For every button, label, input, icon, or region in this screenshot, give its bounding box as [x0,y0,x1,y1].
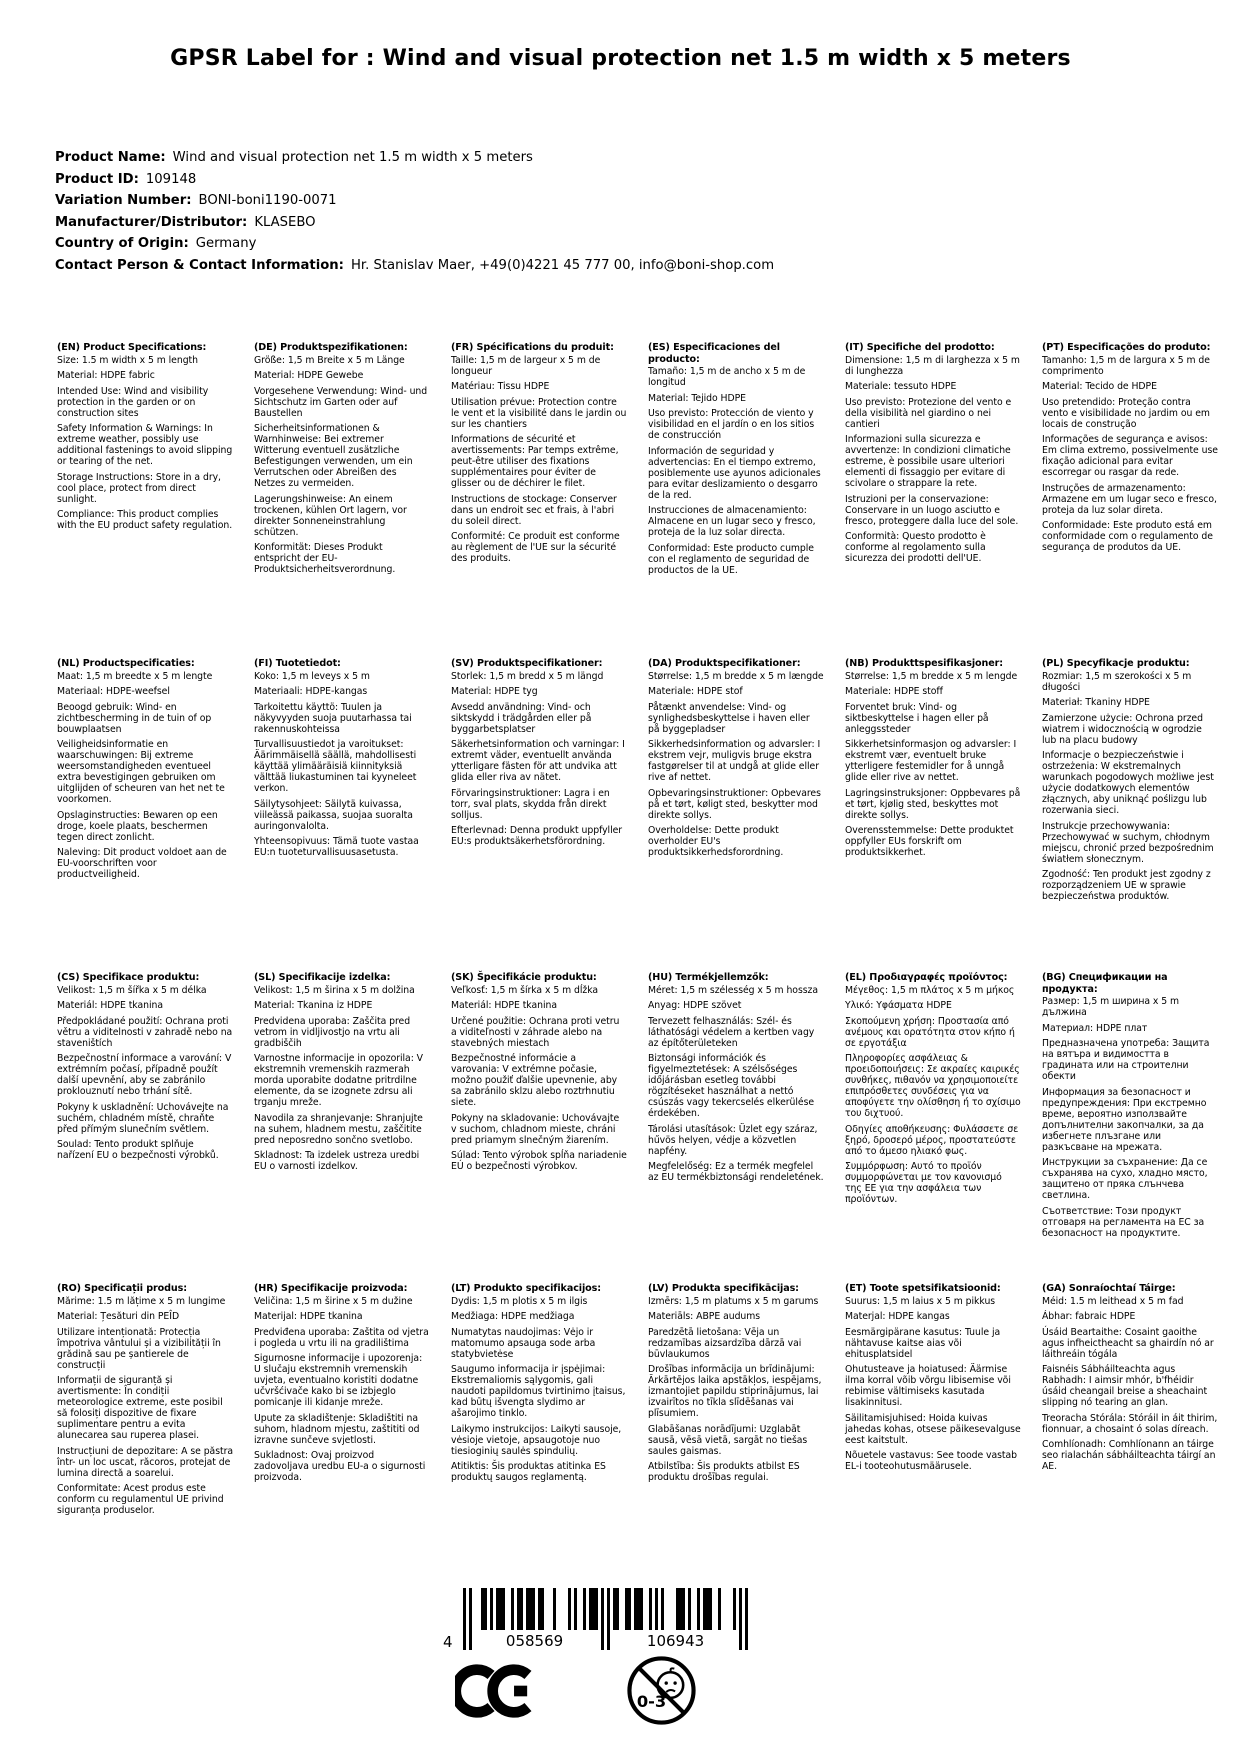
spec-block-heading: (EL) Προδιαγραφές προϊόντος: [845,972,1008,983]
spec-paragraph: Utilisation prévue: Protection contre le vent et la visibilité dans le jardin ou sur les chantiers [451,396,627,430]
age-warning-0-3-icon [626,1655,697,1726]
spec-paragraph: Konformität: Dieses Produkt entspricht der EU-Produktsicherheitsverordnung. [254,542,396,575]
spec-block-heading: (FI) Tuotetiedot: [254,658,341,669]
spec-paragraph: Matériau: Tissu HDPE [451,381,550,392]
product-info-label: Contact Person & Contact Information: [55,257,344,273]
spec-paragraph: Materiale: HDPE stoff [845,686,943,697]
spec-paragraph: Предназначена употреба: Защита на вятъра и видимостта в градината или на строителни обекти [1042,1038,1210,1082]
spec-paragraph: Taille: 1,5 m de largeur x 5 m de longueur [451,354,601,377]
spec-paragraph: Sicherheitsinformationen & Warnhinweise: Bei extremer Witterung eventuell zusätzliche Befestigungen verwenden, um ein Verrutschen oder Abreißen des Netzes zu vermeiden. [254,423,413,489]
spec-block-de [254,342,430,658]
product-info-row [55,212,774,234]
spec-paragraph: Materiāls: ABPE audums [648,1311,761,1322]
spec-paragraph: Informazioni sulla sicurezza e avvertenze: In condizioni climatiche estreme, è possibile usare ulteriori elementi di fissaggio per evitare di scivolare o strappare la rete. [845,434,1011,489]
spec-block-da [648,658,824,972]
spec-paragraph: Tervezett felhasználás: Szél- és láthatósági védelem a kertben vagy az építőterületeken [648,1015,815,1049]
spec-paragraph: Conformidad: Este producto cumple con el reglamento de seguridad de productos de la UE. [648,542,814,576]
spec-paragraph: Uso previsto: Protección de viento y visibilidad en el jardín o en los sitios de construcción [648,408,815,441]
spec-paragraph: Velikost: 1,5 m šířka x 5 m délka [57,984,207,996]
spec-paragraph: Materiaal: HDPE-weefsel [57,686,170,697]
spec-block-heading: (CS) Specifikace produktu: [57,972,200,983]
spec-paragraph: Tárolási utasítások: Üzlet egy száraz, hűvös helyen, védje a közvetlen napfény. [648,1123,818,1157]
spec-paragraph: Συμμόρφωση: Αυτό το προϊόν συμμορφώνεται με τον κανονισμό της ΕΕ για την ασφάλεια των προϊόντων. [845,1161,1002,1205]
spec-paragraph: Předpokládané použití: Ochrana proti větru a viditelnosti v zahradě nebo na staveništích [57,1015,233,1049]
product-info-row [55,233,774,255]
spec-paragraph: Treoracha Stórála: Stóráil in áit thirim, fionnuar, a chosaint ó solas díreach. [1042,1412,1218,1435]
product-info-value: KLASEBO [254,214,316,230]
spec-block-lt [451,1283,627,1521]
spec-paragraph: Varnostne informacije in opozorila: V ekstremnih vremenskih razmerah morda uporabite dodatne pritrdilne elemente, da se izognete zdrsu ali trganju mreže. [254,1053,423,1108]
product-info-label: Country of Origin: [55,236,189,251]
spec-paragraph: Medžiaga: HDPE medžiaga [451,1311,575,1322]
spec-paragraph: Ohutusteave ja hoiatused: Äärmise ilma korral võib võrgu libisemise või rebimise vältimiseks kasutada lisakinnitusi. [845,1364,1011,1408]
spec-paragraph: Size: 1.5 m width x 5 m length [57,354,198,366]
spec-paragraph: Instruções de armazenamento: Armazene em um lugar seco e fresco, proteja da luz solar direta. [1042,482,1217,516]
spec-block-sv [451,658,627,972]
spec-paragraph: Istruzioni per la conservazione: Conservare in un luogo asciutto e fresco, proteggere dalla luce del sole. [845,493,1019,527]
spec-paragraph: Glabāšanas norādījumi: Uzglabāt sausā, vēsā vietā, sargāt no tiešas saules gaismas. [648,1423,808,1457]
spec-paragraph: Eesmärgipärane kasutus: Tuule ja nähtavuse kaitse aias või ehitusplatsidel [845,1326,1001,1360]
product-info-value: Germany [195,236,257,251]
spec-block-pt [1042,342,1218,658]
spec-paragraph: Predviđena uporaba: Zaštita od vjetra i pogleda u vrtu ili na gradilištima [254,1326,429,1349]
spec-paragraph: Skladnost: Ta izdelek ustreza uredbi EU o varnosti izdelkov. [254,1150,420,1172]
spec-paragraph: Turvallisuustiedot ja varoitukset: Äärimmäisellä säällä, mahdollisesti käyttää ylimääräisiä kiinnityksiä välttää liukastuminen tai kyyneleet verkon. [254,739,417,794]
spec-paragraph: Instrukcje przechowywania: Przechowywać w suchym, chłodnym miejscu, chronić przed bezpośrednim światłem słonecznym. [1042,820,1214,865]
spec-paragraph: Materiál: HDPE tkanina [451,1000,557,1011]
spec-paragraph: Bezpečnostné informácie a varovania: V extrémne počasie, možno použiť ďalšie upevnenie, aby sa zabránilo sklzu alebo roztrhnutiu siete. [451,1053,618,1108]
spec-paragraph: Größe: 1,5 m Breite x 5 m Länge [254,354,405,366]
spec-paragraph: Pokyny na skladovanie: Uchovávajte v suchom, chladnom mieste, chráni pred priamym slnečným žiarením. [451,1112,620,1146]
spec-block-heading: (ES) Especificaciones del producto: [648,342,780,365]
spec-paragraph: Påtænkt anvendelse: Vind- og synlighedsbeskyttelse i haven eller på byggepladser [648,701,810,735]
spec-paragraph: Instrucțiuni de depozitare: A se păstra într- un loc uscat, răcoros, protejat de lumina directă a soarelui. [57,1445,234,1479]
spec-paragraph: Storlek: 1,5 m bredd x 5 m längd [451,670,604,682]
spec-paragraph: Información de seguridad y advertencias: En el tiempo extremo, posiblemente use ayunos adicionales para evitar deslizamiento o desgarro de la red. [648,445,821,501]
spec-paragraph: Paredzētā lietošana: Vēja un redzamības aizsardzība dārzā vai būvlaukumos [648,1326,802,1360]
spec-paragraph: Материал: HDPE плат [1042,1022,1148,1034]
spec-paragraph: Efterlevnad: Denna produkt uppfyller EU:s produktsäkerhetsförordning. [451,825,623,847]
spec-paragraph: Suurus: 1,5 m laius x 5 m pikkus [845,1295,996,1307]
spec-paragraph: Uso previsto: Protezione del vento e della visibilità nel giardino o nei cantieri [845,396,1012,430]
spec-block-pl [1042,658,1218,972]
spec-block-heading: (PT) Especificações do produto: [1042,342,1211,353]
spec-paragraph: Förvaringsinstruktioner: Lagra i en torr, sval plats, skydda från direkt solljus. [451,787,610,821]
spec-paragraph: Säilytysohjeet: Säilytä kuivassa, viileässä paikassa, suojaa suoralta auringonvalolta. [254,798,413,832]
spec-block-heading: (PL) Specyfikacje produktu: [1042,658,1190,669]
spec-paragraph: Navodila za shranjevanje: Shranjujte na suhem, hladnem mestu, zaščitite pred neposredno sončno svetlobo. [254,1112,423,1146]
product-info-row [55,255,774,277]
product-info-row [55,190,774,212]
spec-block-nb [845,658,1021,972]
spec-paragraph: Mărime: 1.5 m lățime x 5 m lungime [57,1295,226,1307]
spec-paragraph: Tamanho: 1,5 m de largura x 5 m de comprimento [1042,354,1210,377]
spec-paragraph: Informacje o bezpieczeństwie i ostrzeżenia: W ekstremalnych warunkach pogodowych możliwe jest użycie dodatkowych elementów złącznych, aby uniknąć poślizgu lub rozerwania sieci. [1042,750,1214,816]
spec-block-fr [451,342,627,658]
product-info-value: Hr. Stanislav Maer, +49(0)4221 45 777 00, info@boni-shop.com [350,257,775,273]
spec-paragraph: Biztonsági információk és figyelmeztetések: A szélsőséges időjárásban esetleg további rögzítéseket használhat a nettó csúszás vagy tekercselés elkerülése érdekében. [648,1053,815,1119]
spec-paragraph: Opslaginstructies: Bewaren op een droge, koele plaats, beschermen tegen direct zonlicht. [57,809,218,843]
spec-paragraph: Beoogd gebruik: Wind- en zichtbescherming in de tuin of op bouwplaatsen [57,701,212,735]
spec-block-heading: (SK) Špecifikácie produktu: [451,972,597,983]
spec-paragraph: Izmērs: 1,5 m platums x 5 m garums [648,1295,819,1307]
spec-block-heading: (RO) Specificații produs: [57,1283,187,1294]
spec-paragraph: Πληροφορίες ασφάλειας & προειδοποιήσεις: Σε ακραίες καιρικές συνθήκες, πιθανόν να χρησιμοποιείτε επιπρόσθετες συνδέσεις για να αποφύγετε την ολίσθηση ή το σχίσιμο του διχτυού. [845,1053,1021,1119]
spec-block-lv [648,1283,824,1521]
spec-paragraph: Instructions de stockage: Conserver dans un endroit sec et frais, à l'abri du soleil direct. [451,493,617,527]
spec-paragraph: Zamierzone użycie: Ochrona przed wiatrem i widocznością w ogrodzie lub na placu budowy [1042,712,1203,746]
ean13-barcode [443,1588,748,1650]
spec-paragraph: Safety Information & Warnings: In extreme weather, possibly use additional fastenings to avoid slipping or tearing of the net. [57,423,233,467]
spec-paragraph: Materjal: HDPE kangas [845,1311,950,1322]
spec-paragraph: Ábhar: fabraic HDPE [1042,1311,1136,1322]
spec-paragraph: Overensstemmelse: Dette produktet oppfyller EUs forskrift om produktsikkerhet. [845,825,1014,858]
spec-block-hu [648,972,824,1283]
product-info-row [55,169,774,191]
spec-paragraph: Opbevaringsinstruktioner: Opbevares på et tørt, køligt sted, beskytter mod direkte sollys. [648,787,821,821]
spec-block-it [845,342,1021,658]
spec-paragraph: Размер: 1,5 m ширина x 5 m дължина [1042,996,1180,1018]
spec-block-bg [1042,972,1218,1283]
spec-paragraph: Atbilstība: Šis produkts atbilst ES produktu drošības regulai. [648,1461,800,1483]
spec-paragraph: Størrelse: 1,5 m bredde x 5 m længde [648,670,824,682]
spec-paragraph: Υλικό: Υφάσματα HDPE [845,1000,952,1011]
spec-paragraph: Material: Tecido de HDPE [1042,381,1157,392]
spec-paragraph: Съответствие: Този продукт отговаря на регламента на ЕС за безопасност на продуктите. [1042,1205,1205,1239]
spec-paragraph: Инструкции за съхранение: Да се съхранява на сухо, хладно място, защитено от пряка слънчева светлина. [1042,1157,1208,1201]
spec-block-fi [254,658,430,972]
spec-block-ga [1042,1283,1218,1521]
spec-paragraph: Veľkosť: 1,5 m šírka x 5 m dĺžka [451,984,599,996]
product-info-label: Product ID: [55,171,139,187]
spec-paragraph: Určené použitie: Ochrana proti vetru a viditeľnosti v záhrade alebo na stavebných miestach [451,1015,620,1049]
spec-paragraph: Bezpečnostní informace a varování: V extrémním počasí, případně použít další upevnění, aby se zabránilo proklouznutí nebo trhání sítě. [57,1053,232,1097]
spec-block-heading: (NB) Produkttspesifikasjoner: [845,658,1004,669]
spec-block-heading: (FR) Spécifications du produit: [451,342,614,353]
spec-paragraph: Tamaño: 1,5 m de ancho x 5 m de longitud [648,366,806,388]
spec-paragraph: Forventet bruk: Vind- og siktbeskyttelse i hagen eller på anleggssteder [845,701,989,735]
age-warning-text: 0-3 [636,1692,667,1712]
spec-paragraph: Naleving: Dit product voldoet aan de EU-voorschriften voor productveiligheid. [57,847,227,880]
spec-paragraph: Størrelse: 1,5 m bredde x 5 m lengde [845,670,1018,682]
spec-paragraph: Saugumo informacija ir įspėjimai: Ekstremaliomis sąlygomis, gali naudoti papildomus tvirtinimo įtaisus, kad būtų išvengta slydimo ar ašarojimo tinklo. [451,1364,626,1419]
spec-paragraph: Materiale: tessuto HDPE [845,381,957,392]
spec-block-heading: (LT) Produkto specifikacijos: [451,1283,602,1294]
spec-paragraph: Instrucciones de almacenamiento: Almacene en un lugar seco y fresco, proteja de la luz solar directa. [648,505,816,538]
spec-block-sk [451,972,627,1283]
spec-paragraph: Pokyny k uskladnění: Uchovávejte na suchém, chladném místě, chraňte před přímým slunečním světlem. [57,1101,229,1135]
spec-paragraph: Informații de siguranță și avertismente: În condiții meteorologice extreme, este posibil să folosiți dispozitive de fixare suplimentare pentru a evita alunecarea sau ruperea plasei. [57,1375,223,1441]
spec-paragraph: Zgodność: Ten produkt jest zgodny z rozporządzeniem UE w sprawie bezpieczeństwa produktów. [1042,869,1211,902]
spec-paragraph: Soulad: Tento produkt splňuje nařízení EU o bezpečnosti výrobků. [57,1139,219,1161]
spec-block-heading: (SV) Produktspecifikationer: [451,658,603,669]
spec-paragraph: Conformidade: Este produto está em conformidade com o regulamento de segurança de produtos da UE. [1042,520,1213,553]
spec-paragraph: Rozmiar: 1,5 m szerokości x 5 m długości [1042,670,1192,693]
spec-paragraph: Veličina: 1,5 m širine x 5 m dužine [254,1295,413,1307]
spec-block-heading: (DA) Produktspecifikationer: [648,658,801,669]
spec-grid [57,342,1218,1521]
spec-paragraph: Materiał: Tkaniny HDPE [1042,697,1150,708]
spec-paragraph: Materiál: HDPE tkanina [57,1000,163,1011]
spec-paragraph: Sikkerhetsinformasjon og advarsler: I ekstremt vær, eventuelt bruke ytterligere festemidler for å unngå glide eller rive av nettet. [845,739,1017,783]
spec-paragraph: Avsedd användning: Vind- och siktskydd i trädgården eller på byggarbetsplatser [451,701,592,735]
spec-block-heading: (NL) Productspecificaties: [57,658,195,669]
spec-paragraph: Tarkoitettu käyttö: Tuulen ja näkyvyyden suoja puutarhassa tai rakennuskohteissa [254,701,412,735]
spec-paragraph: Material: Tejido HDPE [648,392,746,404]
product-info-value: 109148 [145,171,197,187]
spec-block-heading: (SL) Specifikacije izdelka: [254,972,391,983]
spec-block-heading: (EN) Product Specifications: [57,342,207,353]
spec-paragraph: Materiale: HDPE stof [648,686,743,697]
barcode-bars [463,1588,748,1650]
spec-paragraph: Σκοπούμενη χρήση: Προστασία από ανέμους και ορατότητα στον κήπο ή σε εργοτάξια [845,1015,1015,1049]
spec-paragraph: Yhteensopivuus: Tämä tuote vastaa EU:n tuoteturvallisuusasetusta. [254,836,419,858]
spec-paragraph: Μέγεθος: 1,5 m πλάτος x 5 m μήκος [845,984,1015,996]
spec-paragraph: Úsáid Beartaithe: Cosaint gaoithe agus infheictheacht sa ghairdín nó ar láithreáin tógála [1042,1326,1214,1360]
spec-block-heading: (HR) Specifikacije proizvoda: [254,1283,408,1294]
spec-paragraph: Materiaali: HDPE-kangas [254,686,368,697]
spec-block-heading: (IT) Specifiche del prodotto: [845,342,995,353]
spec-paragraph: Atitiktis: Šis produktas atitinka ES produktų saugos reglamentą. [451,1461,606,1483]
spec-paragraph: Material: HDPE Gewebe [254,370,364,381]
spec-paragraph: Predvidena uporaba: Zaščita pred vetrom in vidljivostjo na vrtu ali gradbiščih [254,1015,411,1049]
product-info-label: Manufacturer/Distributor: [55,214,248,230]
spec-paragraph: Laikymo instrukcijos: Laikyti sausoje, vėsioje vietoje, apsaugotoje nuo tiesioginių saulės spindulių. [451,1423,622,1457]
spec-block-cs [57,972,233,1283]
spec-paragraph: Material: HDPE fabric [57,370,155,381]
spec-paragraph: Conformitate: Acest produs este conform cu regulamentul UE privind siguranța produselor. [57,1483,224,1516]
spec-block-nl [57,658,233,972]
ce-mark-icon [455,1663,537,1719]
spec-paragraph: Conformità: Questo prodotto è conforme al regolamento sulla sicurezza dei prodotti dell'UE. [845,531,986,564]
spec-block-heading: (ET) Toote spetsifikatsioonid: [845,1283,1001,1294]
spec-block-ro [57,1283,233,1521]
spec-paragraph: Velikost: 1,5 m širina x 5 m dolžina [254,984,415,996]
product-info-value: BONI-boni1190-0071 [198,193,337,208]
spec-paragraph: Comhlíonadh: Comhlíonann an táirge seo rialachán sábháilteachta táirgí an AE. [1042,1439,1216,1472]
barcode-digits-group1: 058569 [505,1632,564,1650]
spec-block-heading: (LV) Produkta specifikācijas: [648,1283,799,1294]
spec-paragraph: Storage Instructions: Store in a dry, cool place, protect from direct sunlight. [57,471,221,505]
product-info-label: Product Name: [55,150,166,165]
spec-paragraph: Material: HDPE tyg [451,686,538,697]
product-info-row [55,147,774,169]
spec-block-el [845,972,1021,1283]
spec-paragraph: Koko: 1,5 m leveys x 5 m [254,670,370,682]
spec-paragraph: Upute za skladištenje: Skladištiti na suhom, hladnom mjestu, zaštititi od izravne sunčeve svjetlosti. [254,1412,420,1446]
spec-paragraph: Compliance: This product complies with the EU product safety regulation. [57,509,233,531]
spec-block-en [57,342,233,658]
product-info-label: Variation Number: [55,193,192,208]
spec-paragraph: Οδηγίες αποθήκευσης: Φυλάσσετε σε ξηρό, δροσερό μέρος, προστατεύστε από το άμεσο ηλιακό φως. [845,1123,1019,1157]
spec-paragraph: Sikkerhedsinformation og advarsler: I ekstrem vejr, muligvis bruge ekstra fastgørelser til at undgå at glide eller rive af nettet. [648,739,821,783]
spec-block-heading: (GA) Sonraíochtaí Táirge: [1042,1283,1176,1294]
spec-paragraph: Méret: 1,5 m szélesség x 5 m hossza [648,984,819,996]
spec-paragraph: Uso pretendido: Proteção contra vento e visibilidade no jardim ou em locais de construção [1042,396,1210,430]
spec-paragraph: Utilizare intenționată: Protecția împotriva vântului și a vizibilității în grădină sau pe șantierele de construcții [57,1326,221,1371]
spec-paragraph: Sukladnost: Ovaj proizvod zadovoljava uredbu EU-a o sigurnosti proizvoda. [254,1450,426,1483]
product-info [55,147,774,276]
spec-paragraph: Súlad: Tento výrobok spĺňa nariadenie EÚ o bezpečnosti výrobkov. [451,1150,627,1172]
spec-paragraph: Materijal: HDPE tkanina [254,1311,363,1322]
spec-block-hr [254,1283,430,1521]
spec-paragraph: Maat: 1,5 m breedte x 5 m lengte [57,670,213,682]
spec-paragraph: Säkerhetsinformation och varningar: I extremt väder, eventuellt använda ytterligare fästen för att undvika att glida eller riva av nätet. [451,739,625,783]
spec-paragraph: Numatytas naudojimas: Vėjo ir matomumo apsauga sode arba statybvietėse [451,1326,596,1360]
spec-block-heading: (HU) Termékjellemzők: [648,972,769,983]
spec-block-sl [254,972,430,1283]
page-title: GPSR Label for : Wind and visual protection net 1.5 m width x 5 meters [170,46,1071,71]
barcode-digits-group2: 106943 [646,1632,705,1650]
spec-block-es [648,342,824,658]
spec-block-heading: (DE) Produktspezifikationen: [254,342,408,353]
spec-paragraph: Informações de segurança e avisos: Em clima extremo, possivelmente use fixação adicional para evitar escorregar ou rasgar da rede. [1042,434,1218,478]
spec-paragraph: Säilitamisjuhised: Hoida kuivas jahedas kohas, otsese päikesevalguse eest kaitstult. [845,1412,1021,1446]
spec-paragraph: Sigurnosne informacije i upozorenja: U slučaju ekstremnih vremenskih uvjeta, eventualno koristiti dodatne učvršćivače kako bi se izbjeglo pomicanje ili kidanje mreže. [254,1353,423,1408]
spec-paragraph: Megfelelőség: Ez a termék megfelel az EU termékbiztonsági rendeletének. [648,1161,824,1183]
spec-paragraph: Overholdelse: Dette produkt overholder EU's produktsikkerhedsforordning. [648,825,784,858]
spec-paragraph: Intended Use: Wind and visibility protection in the garden or on construction sites [57,385,209,419]
barcode-left-digit: 4 [443,1633,453,1651]
spec-paragraph: Nõuetele vastavus: See toode vastab EL-i tooteohutusmäärusele. [845,1450,1018,1472]
spec-paragraph: Informations de sécurité et avertissements: Par temps extrême, peut-être utiliser des fixations supplémentaires pour éviter de glisser ou de déchirer le filet. [451,434,619,489]
spec-paragraph: Conformité: Ce produit est conforme au règlement de l'UE sur la sécurité des produits. [451,531,620,564]
spec-paragraph: Информация за безопасност и предупреждения: При екстремно време, вероятно използвайте допълнителни закопчалки, за да избегнете плъзгане или разкъсване на мрежата. [1042,1086,1207,1153]
spec-block-et [845,1283,1021,1521]
spec-paragraph: Veiligheidsinformatie en waarschuwingen: Bij extreme weersomstandigheden eventueel extra bevestigingen gebruiken om uitglijden of scheuren van het net te voorkomen. [57,739,225,805]
spec-paragraph: Lagringsinstruksjoner: Oppbevares på et tørt, kjølig sted, beskyttes mot direkte sollys. [845,787,1021,821]
spec-paragraph: Faisnéis Sábháilteachta agus Rabhadh: I aimsir mhór, b'fhéidir úsáid cheangail breise a sheachaint slipping nó tearing an glan. [1042,1364,1208,1408]
spec-block-heading: (BG) Спецификации на продукта: [1042,972,1168,995]
spec-paragraph: Méid: 1.5 m leithead x 5 m fad [1042,1295,1184,1307]
spec-paragraph: Vorgesehene Verwendung: Wind- und Sichtschutz im Garten oder auf Baustellen [254,385,428,419]
spec-paragraph: Material: Tkanina iz HDPE [254,1000,373,1011]
spec-paragraph: Anyag: HDPE szövet [648,1000,742,1011]
spec-paragraph: Material: Țesături din PEÎD [57,1311,180,1322]
spec-paragraph: Lagerungshinweise: An einem trockenen, kühlen Ort lagern, vor direkter Sonneneinstrahlung schützen. [254,493,407,538]
spec-paragraph: Dimensione: 1,5 m di larghezza x 5 m di lunghezza [845,354,1020,377]
product-info-value: Wind and visual protection net 1.5 m width x 5 meters [172,150,533,165]
spec-paragraph: Drošības informācija un brīdinājumi: Ārkārtējos laika apstākļos, iespējams, izmantojiet papildu stiprinājumus, lai izvairītos no tīkla slīdēšanas vai plīsumiem. [648,1364,822,1419]
spec-paragraph: Dydis: 1,5 m plotis x 5 m ilgis [451,1295,588,1307]
